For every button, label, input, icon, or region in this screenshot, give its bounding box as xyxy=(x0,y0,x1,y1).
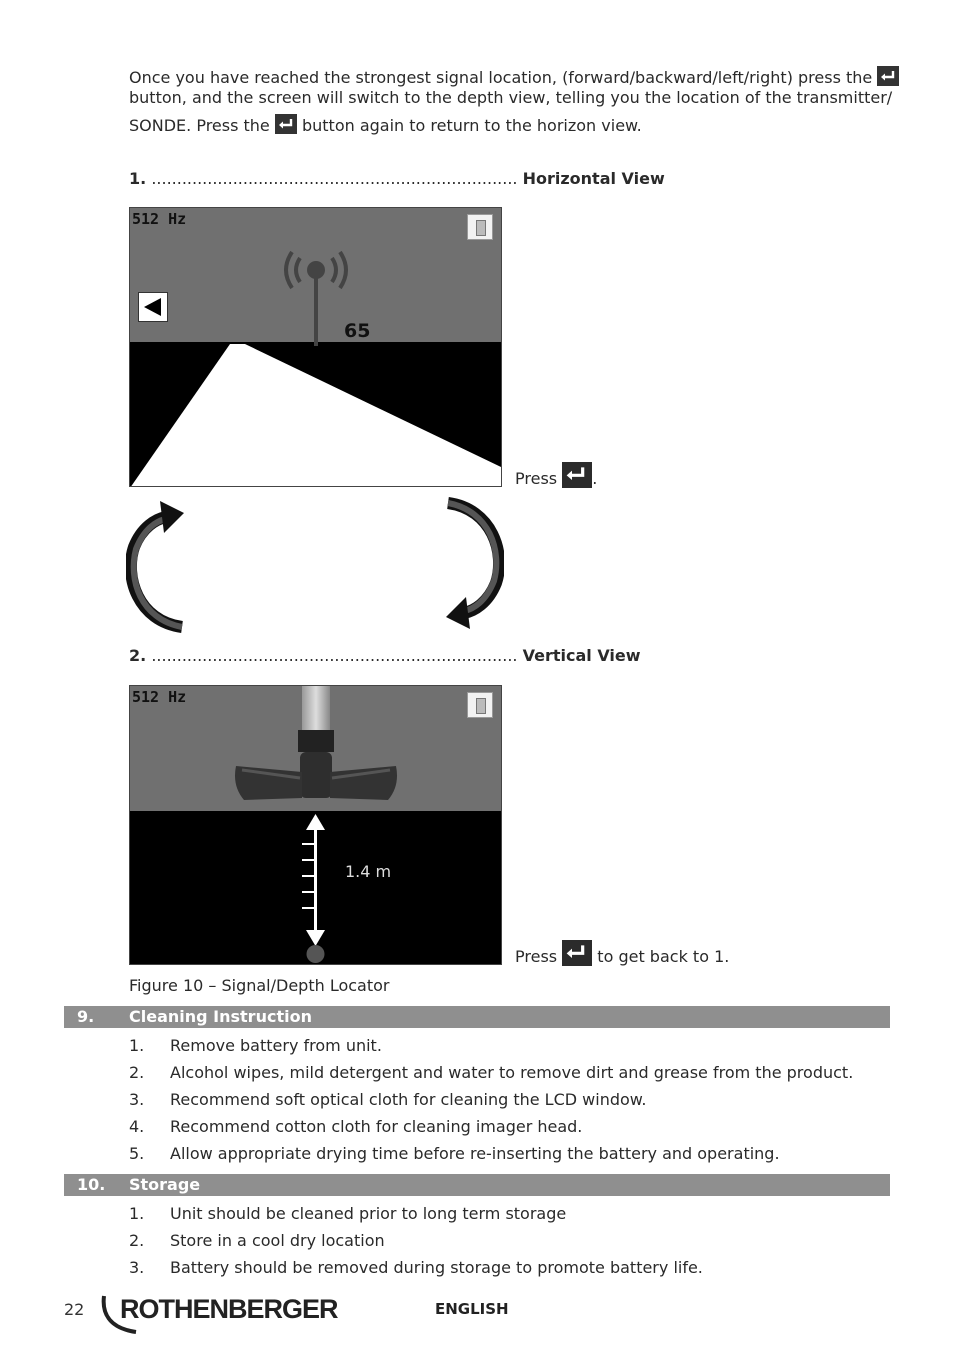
figure-caption: Figure 10 – Signal/Depth Locator xyxy=(129,976,390,995)
list-item: 5. Allow appropriate drying time before re-inserting the battery and operating. xyxy=(129,1144,780,1163)
horizontal-view-screen xyxy=(129,207,502,487)
rotate-arrow-right-icon xyxy=(442,497,504,633)
brand-logo xyxy=(100,1292,350,1336)
locator-device-icon xyxy=(226,686,406,814)
intro-line-3: SONDE. Press the button again to return to the horizon view. xyxy=(129,116,642,135)
signal-strength: 65 xyxy=(344,320,371,342)
enter-key-icon xyxy=(275,114,297,134)
list-item: 2. Alcohol wipes, mild detergent and water to remove dirt and grease from the product. xyxy=(129,1063,854,1082)
depth-scale-icon xyxy=(290,814,350,964)
frequency-label: 512 Hz xyxy=(132,688,187,706)
list-item: 4. Recommend cotton cloth for cleaning imager head. xyxy=(129,1117,583,1136)
language-label: ENGLISH xyxy=(435,1300,509,1318)
depth-reading: 1.4 m xyxy=(345,862,392,881)
enter-key-icon xyxy=(562,940,592,966)
battery-icon xyxy=(467,214,493,240)
list-item: 2. Store in a cool dry location xyxy=(129,1231,385,1250)
step-1-heading: 1. ........................................................................ Horizontal View xyxy=(129,169,665,188)
intro-line-2: button, and the screen will switch to the depth view, telling you the location of the transmitter/ xyxy=(129,88,893,107)
enter-key-icon xyxy=(877,66,899,86)
battery-icon xyxy=(467,692,493,718)
press-instruction-2: Press to get back to 1. xyxy=(515,940,729,968)
page-number: 22 xyxy=(64,1300,85,1319)
list-item: 3. Recommend soft optical cloth for cleaning the LCD window. xyxy=(129,1090,647,1109)
rotate-arrow-left-icon xyxy=(126,497,188,633)
press-instruction-1: Press . xyxy=(515,462,597,490)
section-9-header: 9. Cleaning Instruction xyxy=(64,1006,890,1028)
frequency-label: 512 Hz xyxy=(132,210,187,228)
left-arrow-icon xyxy=(138,292,168,322)
list-item: 3. Battery should be removed during storage to promote battery life. xyxy=(129,1258,703,1277)
list-item: 1. Unit should be cleaned prior to long term storage xyxy=(129,1204,567,1223)
vertical-view-screen xyxy=(129,685,502,965)
section-10-header: 10. Storage xyxy=(64,1174,890,1196)
step-2-heading: 2. ........................................................................ Vertical View xyxy=(129,646,641,665)
intro-line-1: Once you have reached the strongest signal location, (forward/backward/left/right) press the xyxy=(129,66,899,89)
brand-name: ROTHENBERGER xyxy=(120,1294,338,1324)
enter-key-icon xyxy=(562,462,592,488)
list-item: 1. Remove battery from unit. xyxy=(129,1036,382,1055)
